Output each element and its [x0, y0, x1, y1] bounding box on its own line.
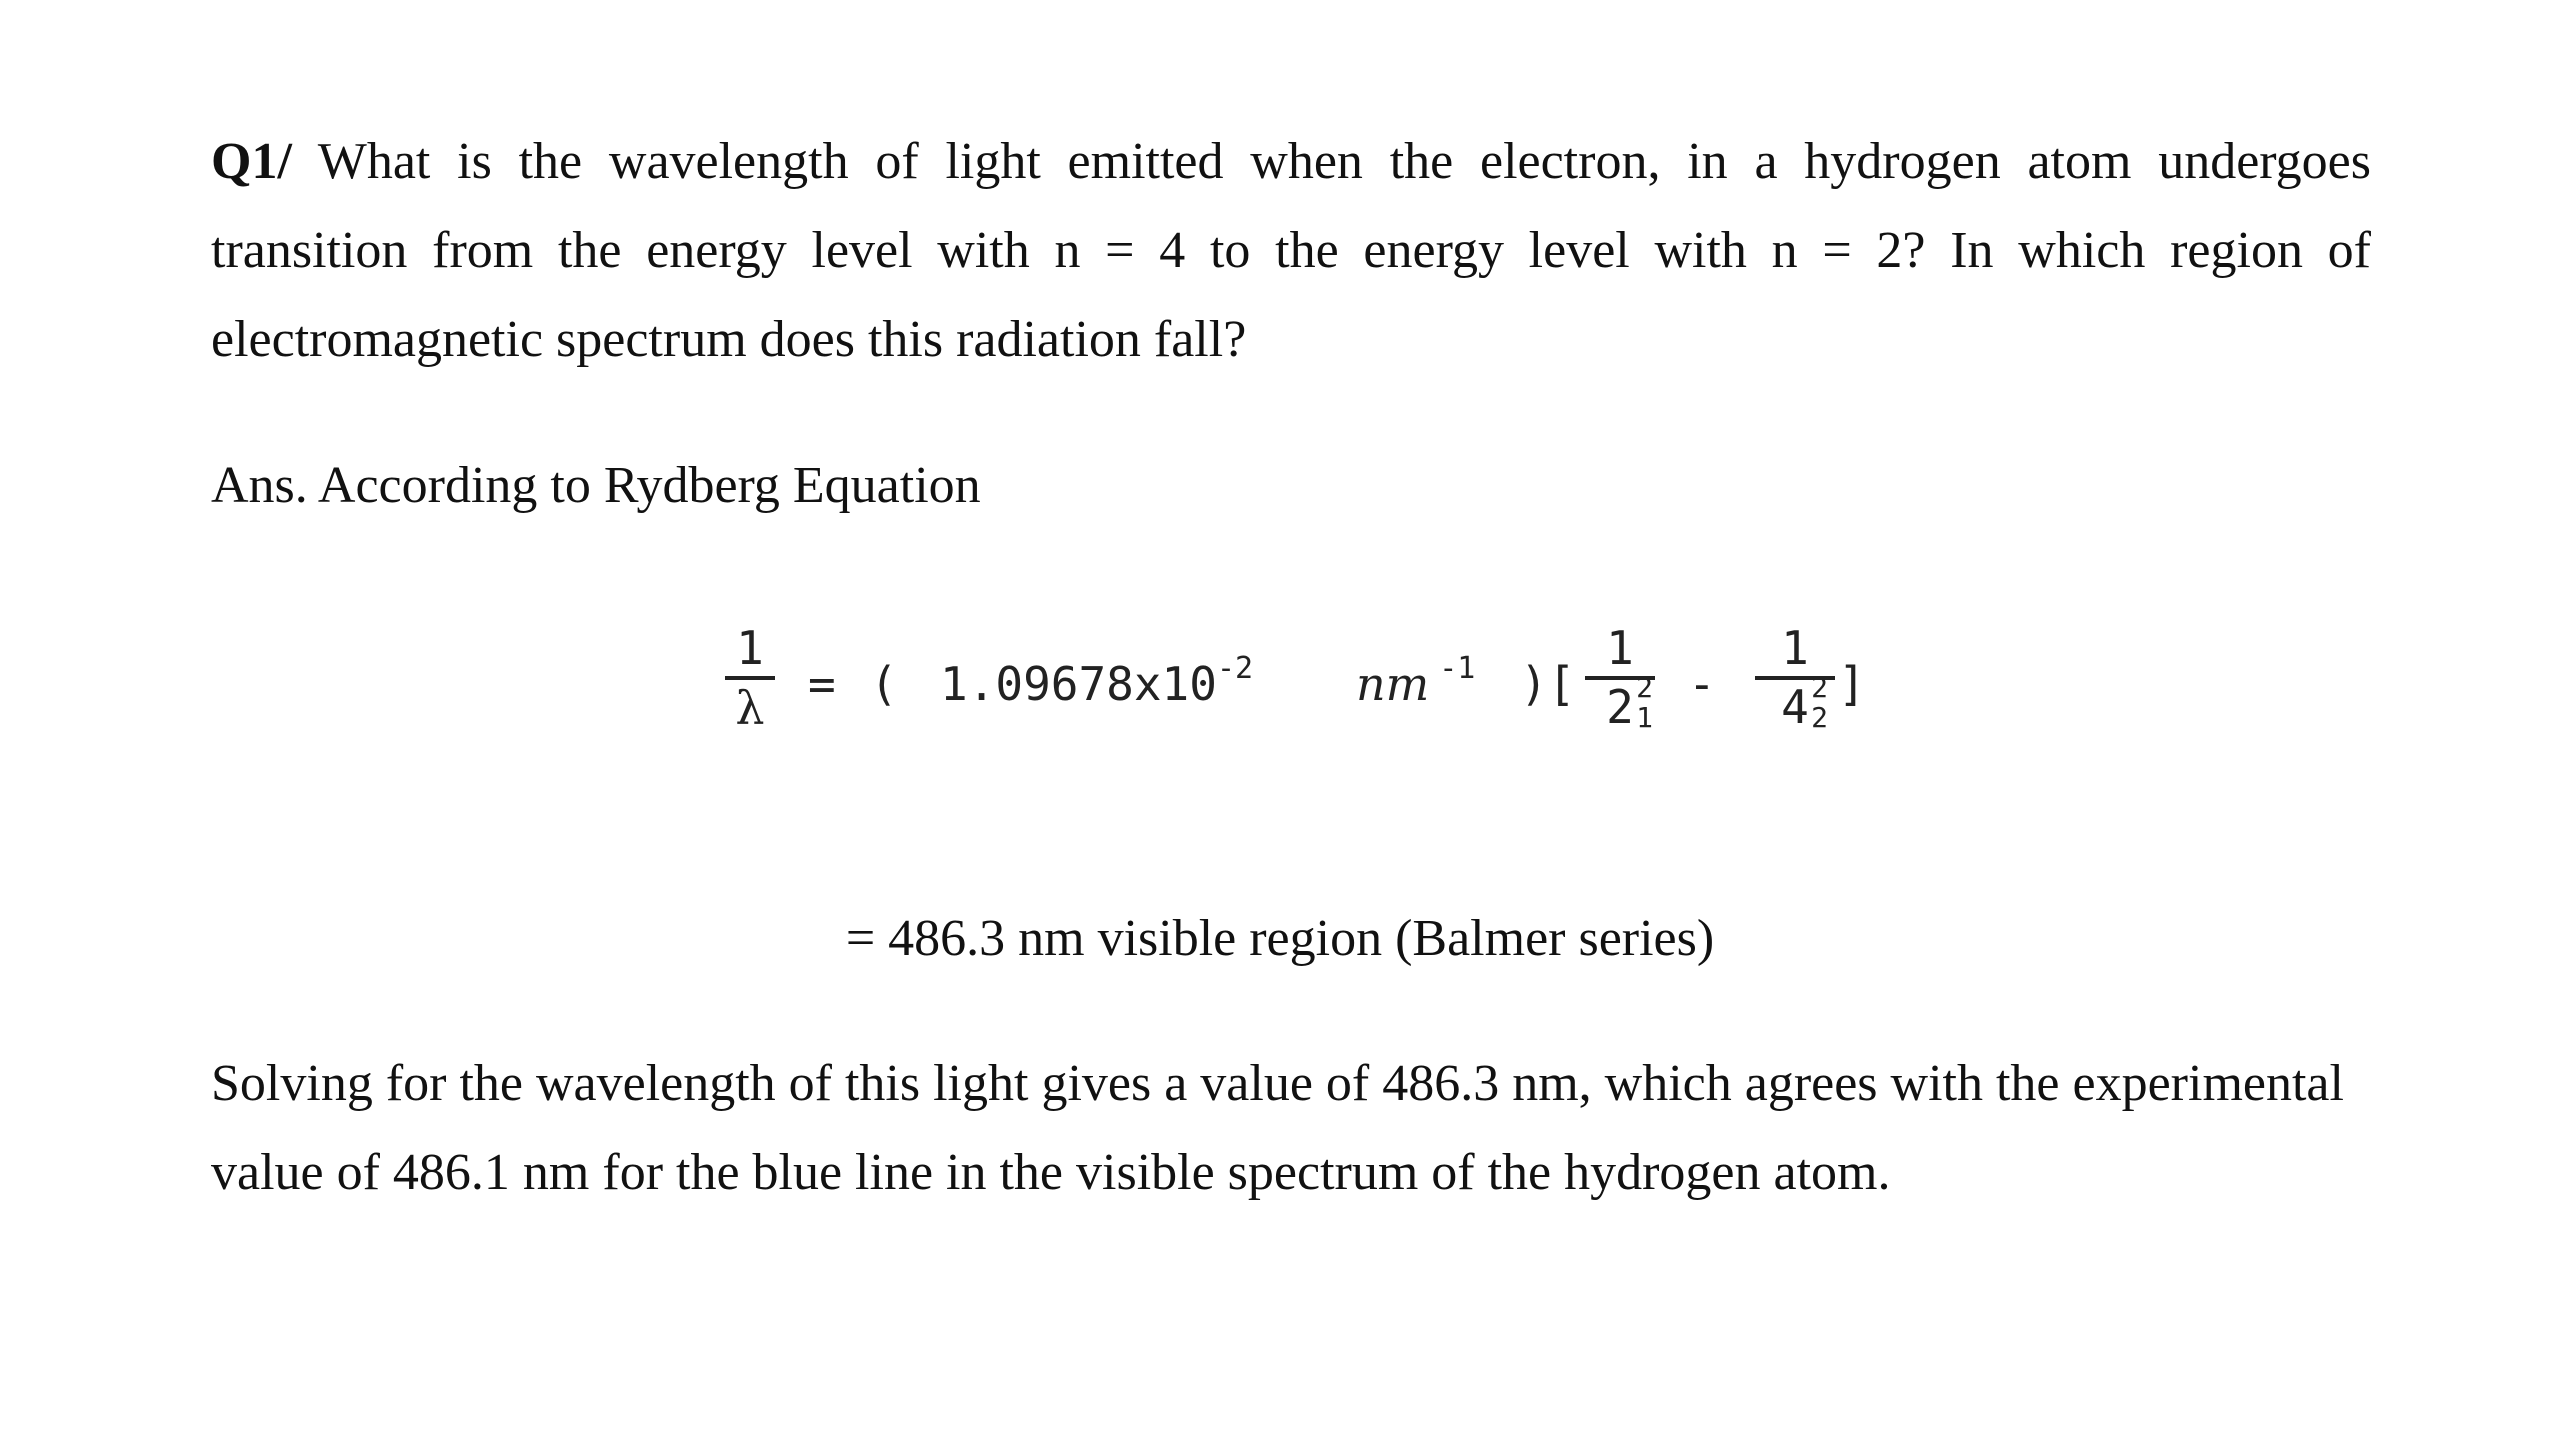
term2-base: 4 — [1781, 680, 1809, 734]
term1-denominator — [1606, 671, 1653, 736]
term2-numerator: 1 — [1781, 621, 1809, 675]
term1-base: 2 — [1606, 680, 1634, 734]
unit-exponent: -1 — [1439, 651, 1476, 686]
term2-denominator — [1781, 671, 1828, 736]
lhs-denominator: λ — [735, 681, 765, 735]
question-text: What is the wavelength of light emitted when the electron, in a hydrogen atom undergoes transition from the energy level with n = 4 to the energy level with n = 2? In which region of electromagnetic spectrum does this radiation fall? — [211, 133, 2371, 368]
unit-text: nm — [1356, 657, 1430, 711]
close-bracket: ] — [1838, 657, 1866, 711]
term1-numerator: 1 — [1606, 621, 1634, 675]
rydberg-constant — [940, 651, 1254, 721]
answer-intro: Ans. According to Rydberg Equation — [211, 457, 981, 514]
open-paren: ( — [870, 657, 898, 711]
term2-subscript: 2 — [1811, 701, 1828, 734]
close-paren-open-bracket: )[ — [1520, 657, 1576, 711]
question-label: Q1/ — [211, 133, 292, 190]
explanation-paragraph: Solving for the wavelength of this light gives a value of 486.3 nm, which agrees with the experimental value of 486.1 nm for the blue line in the visible spectrum of the hydrogen atom. — [211, 1055, 2344, 1201]
term1-superscript: 2 — [1636, 671, 1653, 704]
rydberg-unit — [1356, 651, 1476, 721]
term1-subscript: 1 — [1636, 701, 1653, 734]
equals-sign: = — [808, 657, 836, 711]
term1-fraction — [1580, 620, 1660, 736]
question-paragraph — [211, 117, 2371, 384]
lhs-numerator: 1 — [736, 621, 764, 675]
constant-value: 1.09678x10 — [940, 657, 1217, 711]
result-line: = 486.3 nm visible region (Balmer series) — [845, 910, 1715, 967]
lhs-fraction — [720, 620, 780, 736]
constant-exponent: -2 — [1216, 651, 1254, 686]
term2-superscript: 2 — [1811, 671, 1828, 704]
minus-sign: - — [1688, 657, 1716, 711]
term2-fraction — [1750, 620, 1840, 736]
